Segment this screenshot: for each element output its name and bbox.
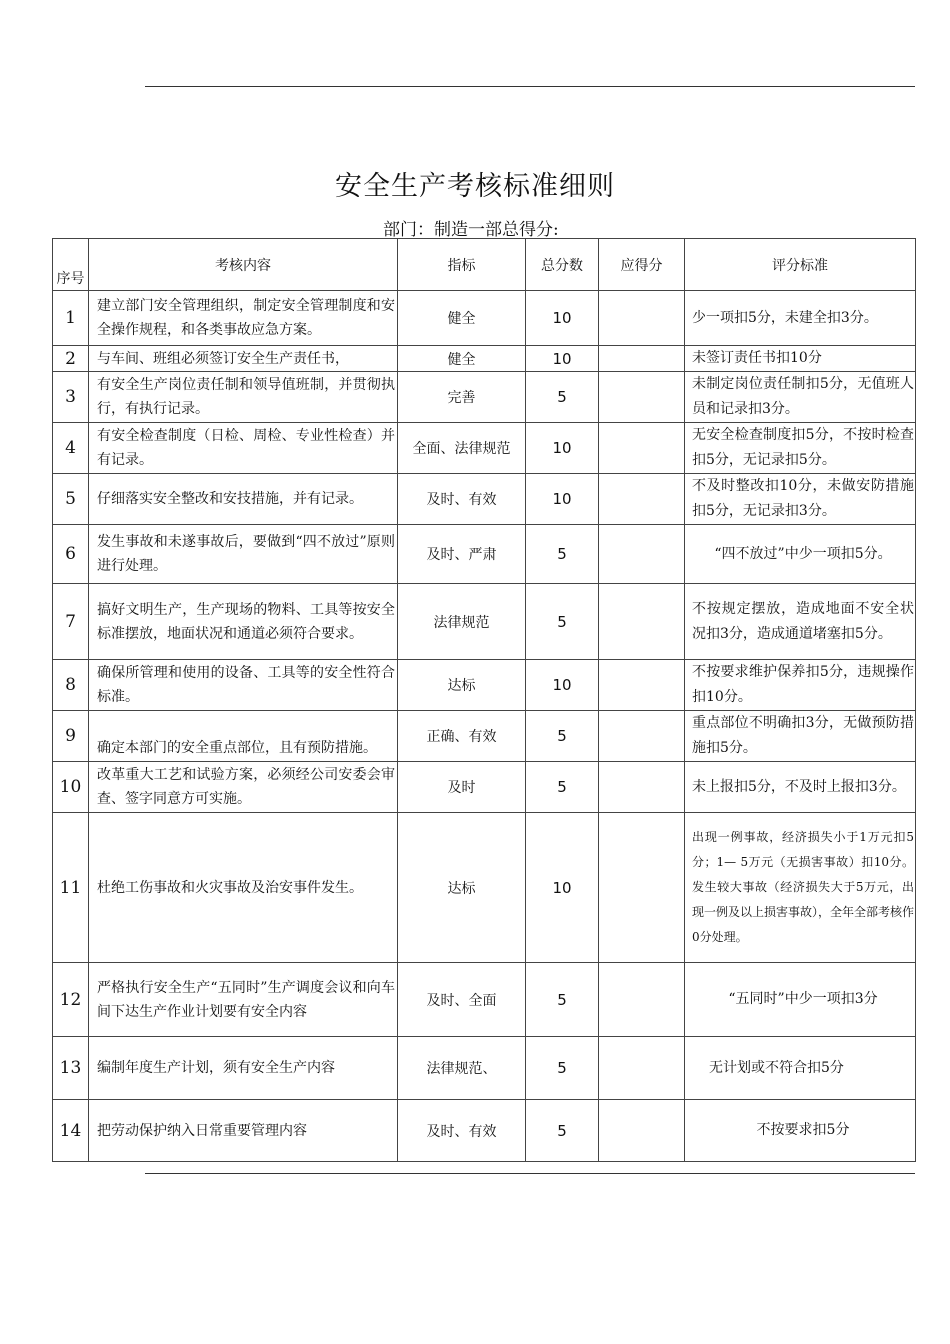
row-score-cell[interactable] bbox=[599, 1037, 685, 1100]
row-indicator: 及时、严肃 bbox=[398, 525, 526, 584]
row-criteria: 不按规定摆放，造成地面不安全状况扣3分，造成通道堵塞扣5分。 bbox=[685, 584, 916, 660]
row-seq: 11 bbox=[53, 813, 89, 963]
table-row bbox=[53, 1100, 916, 1162]
row-score-cell[interactable] bbox=[599, 525, 685, 584]
row-score-cell[interactable] bbox=[599, 291, 685, 346]
header-content: 考核内容 bbox=[89, 239, 398, 291]
table-row bbox=[53, 372, 916, 423]
row-total: 5 bbox=[526, 963, 599, 1037]
table-header-row bbox=[53, 239, 916, 291]
department-score-line: 部门：制造一部总得分: bbox=[383, 220, 559, 240]
row-total: 10 bbox=[526, 474, 599, 525]
row-score-cell[interactable] bbox=[599, 660, 685, 711]
row-indicator: 健全 bbox=[398, 291, 526, 346]
row-total: 5 bbox=[526, 1100, 599, 1162]
row-indicator: 及时、有效 bbox=[398, 474, 526, 525]
row-total: 5 bbox=[526, 372, 599, 423]
row-seq: 2 bbox=[53, 346, 89, 372]
row-criteria: 未上报扣5分，不及时上报扣3分。 bbox=[685, 762, 916, 813]
table-row bbox=[53, 525, 916, 584]
row-indicator: 法律规范 bbox=[398, 584, 526, 660]
row-score-cell[interactable] bbox=[599, 1100, 685, 1162]
row-indicator: 完善 bbox=[398, 372, 526, 423]
row-total: 10 bbox=[526, 660, 599, 711]
table-row bbox=[53, 291, 916, 346]
header-total: 总分数 bbox=[526, 239, 599, 291]
row-criteria: 少一项扣5分，未建全扣3分。 bbox=[685, 291, 916, 346]
table-row bbox=[53, 660, 916, 711]
row-criteria: “四不放过”中少一项扣5分。 bbox=[685, 525, 916, 584]
row-score-cell[interactable] bbox=[599, 474, 685, 525]
table-row bbox=[53, 762, 916, 813]
row-criteria: 重点部位不明确扣3分，无做预防措施扣5分。 bbox=[685, 711, 916, 762]
table-row bbox=[53, 584, 916, 660]
row-criteria: 不按要求扣5分 bbox=[685, 1100, 916, 1162]
row-indicator: 达标 bbox=[398, 660, 526, 711]
row-content: 有安全生产岗位责任制和领导值班制，并贯彻执行，有执行记录。 bbox=[89, 372, 398, 423]
row-total: 5 bbox=[526, 711, 599, 762]
table-row bbox=[53, 423, 916, 474]
document-title: 安全生产考核标准细则 bbox=[335, 171, 615, 202]
assessment-table bbox=[52, 238, 916, 1162]
table-row bbox=[53, 474, 916, 525]
row-criteria: 无计划或不符合扣5分 bbox=[685, 1037, 916, 1100]
row-content: 发生事故和未遂事故后，要做到“四不放过”原则进行处理。 bbox=[89, 525, 398, 584]
row-content: 改革重大工艺和试验方案，必须经公司安委会审查、签字同意方可实施。 bbox=[89, 762, 398, 813]
row-total: 5 bbox=[526, 525, 599, 584]
table-row bbox=[53, 963, 916, 1037]
row-score-cell[interactable] bbox=[599, 584, 685, 660]
row-criteria: 不按要求维护保养扣5分，违规操作扣10分。 bbox=[685, 660, 916, 711]
header-seq: 序号 bbox=[53, 239, 89, 291]
row-indicator: 达标 bbox=[398, 813, 526, 963]
row-seq: 8 bbox=[53, 660, 89, 711]
row-score-cell[interactable] bbox=[599, 423, 685, 474]
row-indicator: 及时、有效 bbox=[398, 1100, 526, 1162]
row-seq: 5 bbox=[53, 474, 89, 525]
row-total: 10 bbox=[526, 291, 599, 346]
row-seq: 14 bbox=[53, 1100, 89, 1162]
row-seq: 3 bbox=[53, 372, 89, 423]
header-score: 应得分 bbox=[599, 239, 685, 291]
row-criteria: 出现一例事故，经济损失小于1万元扣5分；1— 5万元（无损害事故）扣10分。发生较大事故（经济损失大于5万元，出现一例及以上损害事故），全年全部考核作0分处理。 bbox=[685, 813, 916, 963]
row-score-cell[interactable] bbox=[599, 813, 685, 963]
row-total: 5 bbox=[526, 584, 599, 660]
row-criteria: 不及时整改扣10分，未做安防措施扣5分，无记录扣3分。 bbox=[685, 474, 916, 525]
table-row bbox=[53, 346, 916, 372]
row-seq: 6 bbox=[53, 525, 89, 584]
row-score-cell[interactable] bbox=[599, 346, 685, 372]
row-content: 把劳动保护纳入日常重要管理内容 bbox=[89, 1100, 398, 1162]
row-content: 严格执行安全生产“五同时”生产调度会议和向车间下达生产作业计划要有安全内容 bbox=[89, 963, 398, 1037]
row-criteria: 未制定岗位责任制扣5分，无值班人员和记录扣3分。 bbox=[685, 372, 916, 423]
row-score-cell[interactable] bbox=[599, 762, 685, 813]
row-indicator: 健全 bbox=[398, 346, 526, 372]
row-score-cell[interactable] bbox=[599, 963, 685, 1037]
row-indicator: 全面、法律规范 bbox=[398, 423, 526, 474]
row-indicator: 及时、全面 bbox=[398, 963, 526, 1037]
row-content: 编制年度生产计划，须有安全生产内容 bbox=[89, 1037, 398, 1100]
row-seq: 9 bbox=[53, 711, 89, 762]
row-content: 确保所管理和使用的设备、工具等的安全性符合标准。 bbox=[89, 660, 398, 711]
row-total: 5 bbox=[526, 762, 599, 813]
row-seq: 13 bbox=[53, 1037, 89, 1100]
row-seq: 12 bbox=[53, 963, 89, 1037]
row-content: 确定本部门的安全重点部位，且有预防措施。 bbox=[89, 711, 398, 762]
row-total: 5 bbox=[526, 1037, 599, 1100]
row-content: 杜绝工伤事故和火灾事故及治安事件发生。 bbox=[89, 813, 398, 963]
row-criteria: “五同时”中少一项扣3分 bbox=[685, 963, 916, 1037]
table-row bbox=[53, 813, 916, 963]
row-indicator: 正确、有效 bbox=[398, 711, 526, 762]
row-criteria: 无安全检查制度扣5分，不按时检查扣5分，无记录扣5分。 bbox=[685, 423, 916, 474]
table-row bbox=[53, 711, 916, 762]
row-score-cell[interactable] bbox=[599, 711, 685, 762]
row-criteria: 未签订责任书扣10分 bbox=[685, 346, 916, 372]
top-rule bbox=[145, 86, 915, 87]
header-indicator: 指标 bbox=[398, 239, 526, 291]
row-content: 搞好文明生产，生产现场的物料、工具等按安全标准摆放，地面状况和通道必须符合要求。 bbox=[89, 584, 398, 660]
row-indicator: 及时 bbox=[398, 762, 526, 813]
row-total: 10 bbox=[526, 423, 599, 474]
row-content: 建立部门安全管理组织，制定安全管理制度和安全操作规程，和各类事故应急方案。 bbox=[89, 291, 398, 346]
row-content: 仔细落实安全整改和安技措施，并有记录。 bbox=[89, 474, 398, 525]
row-total: 10 bbox=[526, 346, 599, 372]
table-row bbox=[53, 1037, 916, 1100]
row-seq: 1 bbox=[53, 291, 89, 346]
row-indicator: 法律规范、 bbox=[398, 1037, 526, 1100]
row-score-cell[interactable] bbox=[599, 372, 685, 423]
bottom-rule bbox=[145, 1173, 915, 1174]
row-seq: 7 bbox=[53, 584, 89, 660]
header-criteria: 评分标准 bbox=[685, 239, 916, 291]
row-total: 10 bbox=[526, 813, 599, 963]
row-seq: 4 bbox=[53, 423, 89, 474]
row-seq: 10 bbox=[53, 762, 89, 813]
row-content: 与车间、班组必须签订安全生产责任书， bbox=[89, 346, 398, 372]
row-content: 有安全检查制度（日检、周检、专业性检查）并有记录。 bbox=[89, 423, 398, 474]
